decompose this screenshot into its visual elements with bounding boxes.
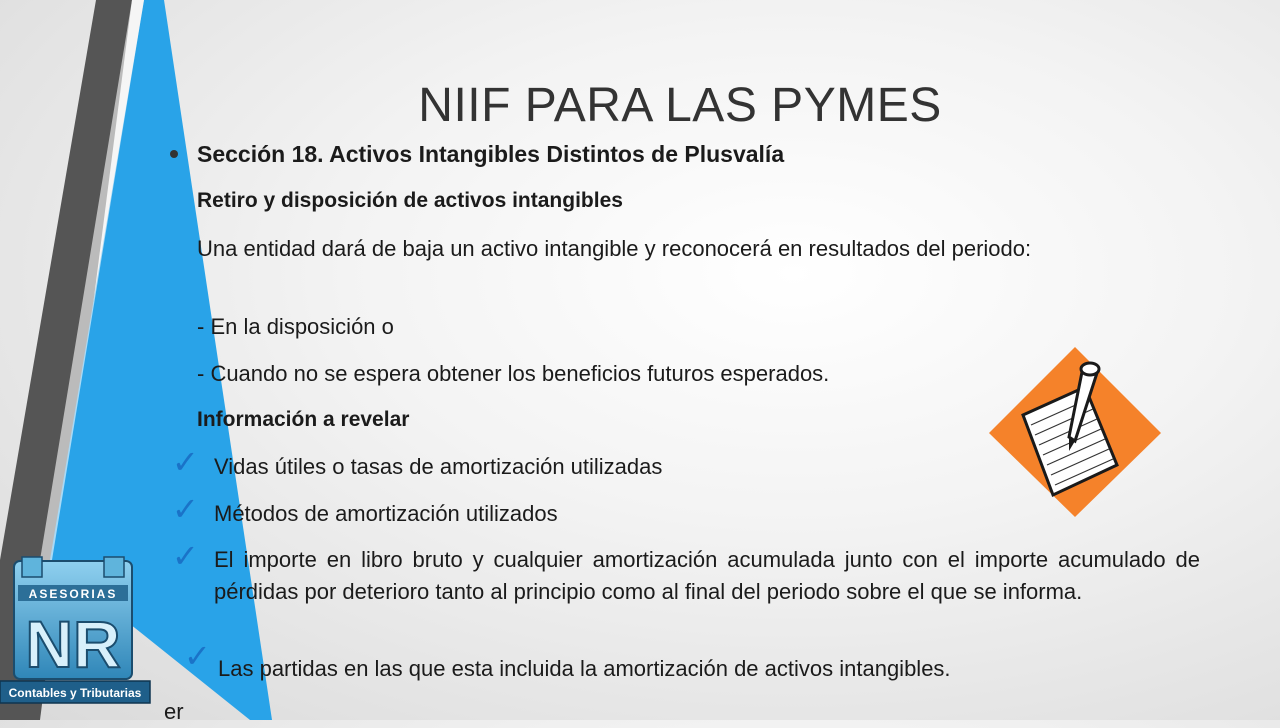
checklist-item: Vidas útiles o tasas de amortización utilizadas (214, 454, 663, 479)
subheading-informacion: Información a revelar (197, 408, 410, 431)
checkmark-icon: ✓ (172, 443, 199, 481)
subheading-retiro: Retiro y disposición de activos intangibles (197, 189, 623, 212)
slide-title: NIIF PARA LAS PYMES (418, 79, 942, 132)
logo-letters: NR (25, 607, 121, 681)
checkmark-icon: ✓ (184, 637, 211, 675)
checklist-item: Métodos de amortización utilizados (214, 501, 558, 526)
company-logo (0, 555, 160, 715)
section-heading: Sección 18. Activos Intangibles Distintos de Plusvalía (197, 141, 785, 167)
bullet-icon (170, 150, 178, 158)
logo-graphic (0, 555, 160, 715)
checkmark-icon: ✓ (172, 490, 199, 528)
dash-item-beneficios: - Cuando no se espera obtener los beneficios futuros esperados. (197, 361, 830, 386)
notepad-pencil-clipart (985, 345, 1165, 520)
checkmark-icon: ✓ (172, 537, 199, 575)
paragraph-baja: Una entidad dará de baja un activo intangible y reconocerá en resultados del periodo: (197, 236, 1032, 261)
logo-bottom-text: Contables y Tributarias (8, 686, 142, 700)
cut-off-text: er (164, 699, 184, 724)
checklist-item: El importe en libro bruto y cualquier amortización acumulada junto con el importe acumulado de pérdidas por deterioro tanto al principio como al final del periodo sobre el que se informa. (214, 547, 1200, 604)
logo-top-text: ASESORIAS (28, 587, 118, 601)
checklist-item: Las partidas en las que esta incluida la amortización de activos intangibles. (218, 656, 951, 681)
dash-item-disposicion: - En la disposición o (197, 314, 394, 339)
